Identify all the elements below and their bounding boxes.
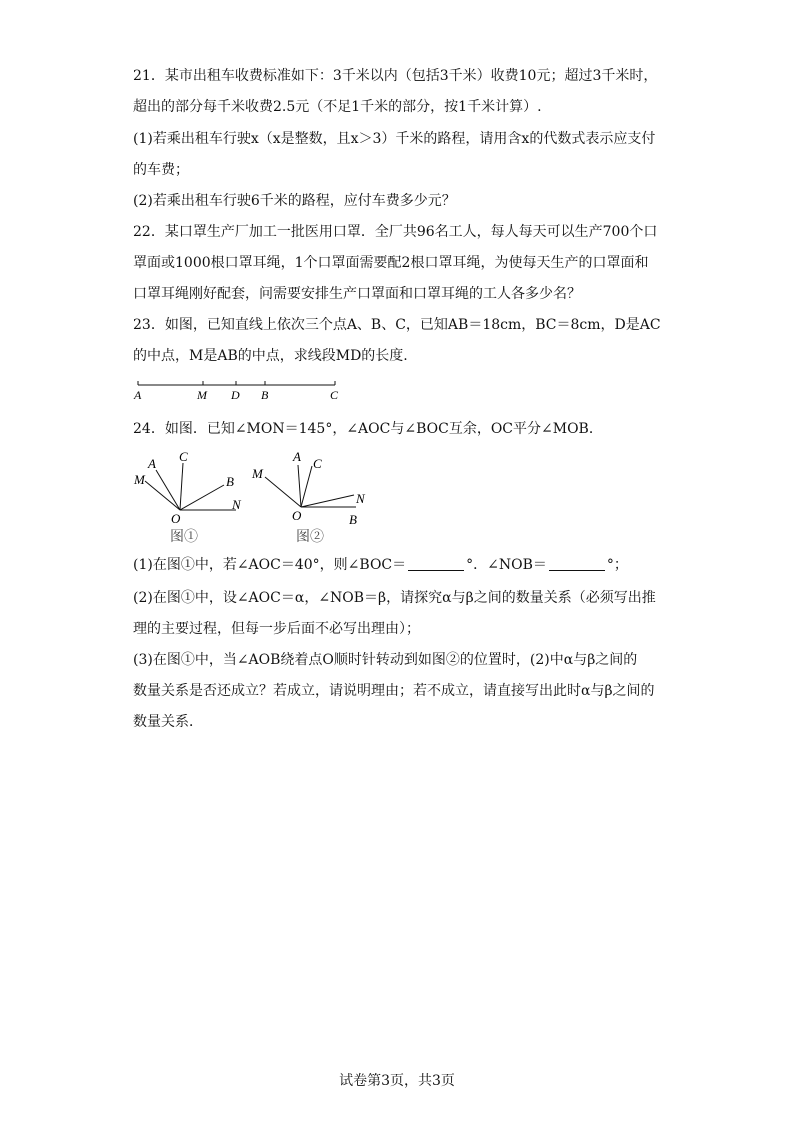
q23-line1: 23．如图，已知直线上依次三个点A、B、C，已知AB＝18cm，BC＝8cm，D是AC [133,317,661,333]
label-b: B [226,474,234,489]
q24-part3-line2: 数量关系是否还成立？若成立，请说明理由；若不成立，请直接写出此时α与β之间的 [133,683,655,699]
q24-figure-2 [246,446,376,546]
q24-part1-prefix: (1)在图①中，若∠AOC＝40°，则∠BOC＝ [133,557,407,573]
ray-ob [180,485,224,510]
ray-oa [298,465,301,507]
ray-oc [180,463,183,510]
label-n: N [356,491,365,506]
q23-line-figure [128,376,348,404]
label-c: C [313,456,322,471]
answer-blank-boc[interactable] [408,556,464,571]
answer-blank-nob[interactable] [549,556,605,571]
label-a: A [148,456,156,471]
q24-line1: 24．如图．已知∠MON＝145°，∠AOC与∠BOC互余，OC平分∠MOB． [133,421,603,437]
q24-part1 [133,555,628,575]
label-b: B [349,512,357,527]
label-m: M [252,466,263,481]
label-m: M [197,388,207,402]
q21-part2: (2)若乘出租车行驶6千米的路程，应付车费多少元？ [133,193,456,209]
label-o: O [292,508,302,523]
label-m: M [134,472,145,487]
ray-om [265,477,301,507]
q24-part1-middle: °．∠NOB＝ [466,557,547,573]
figure-1-caption: 图① [170,530,198,545]
q24-part1-suffix: °； [606,557,628,573]
q21-line2: 超出的部分每千米收费2.5元（不足1千米的部分，按1千米计算）. [133,99,542,115]
label-n: N [232,497,241,512]
label-o: O [171,511,181,526]
label-b: B [261,388,269,402]
label-d: D [231,388,240,402]
q24-part3-line1: (3)在图①中，当∠AOB绕着点O顺时针转动到如图②的位置时，(2)中α与β之间的 [133,652,638,668]
label-a: A [293,449,301,464]
label-c: C [330,388,339,402]
page-footer: 试卷第3页，共3页 [339,1073,455,1089]
ray-oc [301,466,312,507]
ray-om [145,481,180,510]
q21-part1-line2: 的车费； [133,162,189,178]
q21-part1-line1: (1)若乘出租车行驶x（x是整数，且x＞3）千米的路程，请用含x的代数式表示应支付 [133,131,656,147]
ray-on [301,495,354,507]
figure-2-caption: 图② [296,530,324,545]
ray-oa [156,470,180,510]
q24-part3-line3: 数量关系． [133,714,203,730]
q24-part2-line2: 理的主要过程，但每一步后面不必写出理由）； [133,621,420,637]
label-c: C [179,449,188,464]
q22-line1: 22．某口罩生产厂加工一批医用口罩．全厂共96名工人，每人每天可以生产700个口 [133,224,658,240]
q22-line3: 口罩耳绳刚好配套，问需要安排生产口罩面和口罩耳绳的工人各多少名？ [133,286,581,302]
q24-part2-line1: (2)在图①中，设∠AOC＝α，∠NOB＝β，请探究α与β之间的数量关系（必须写出推 [133,590,656,606]
q22-line2: 罩面或1000根口罩耳绳，1个口罩面需要配2根口罩耳绳，为使每天生产的口罩面和 [133,255,649,271]
q21-line1: 21．某市出租车收费标准如下：3千米以内（包括3千米）收费10元；超过3千米时， [133,68,658,84]
label-a: A [134,388,142,402]
q23-line2: 的中点，M是AB的中点，求线段MD的长度. [133,348,408,364]
q24-figure-1 [128,446,258,546]
